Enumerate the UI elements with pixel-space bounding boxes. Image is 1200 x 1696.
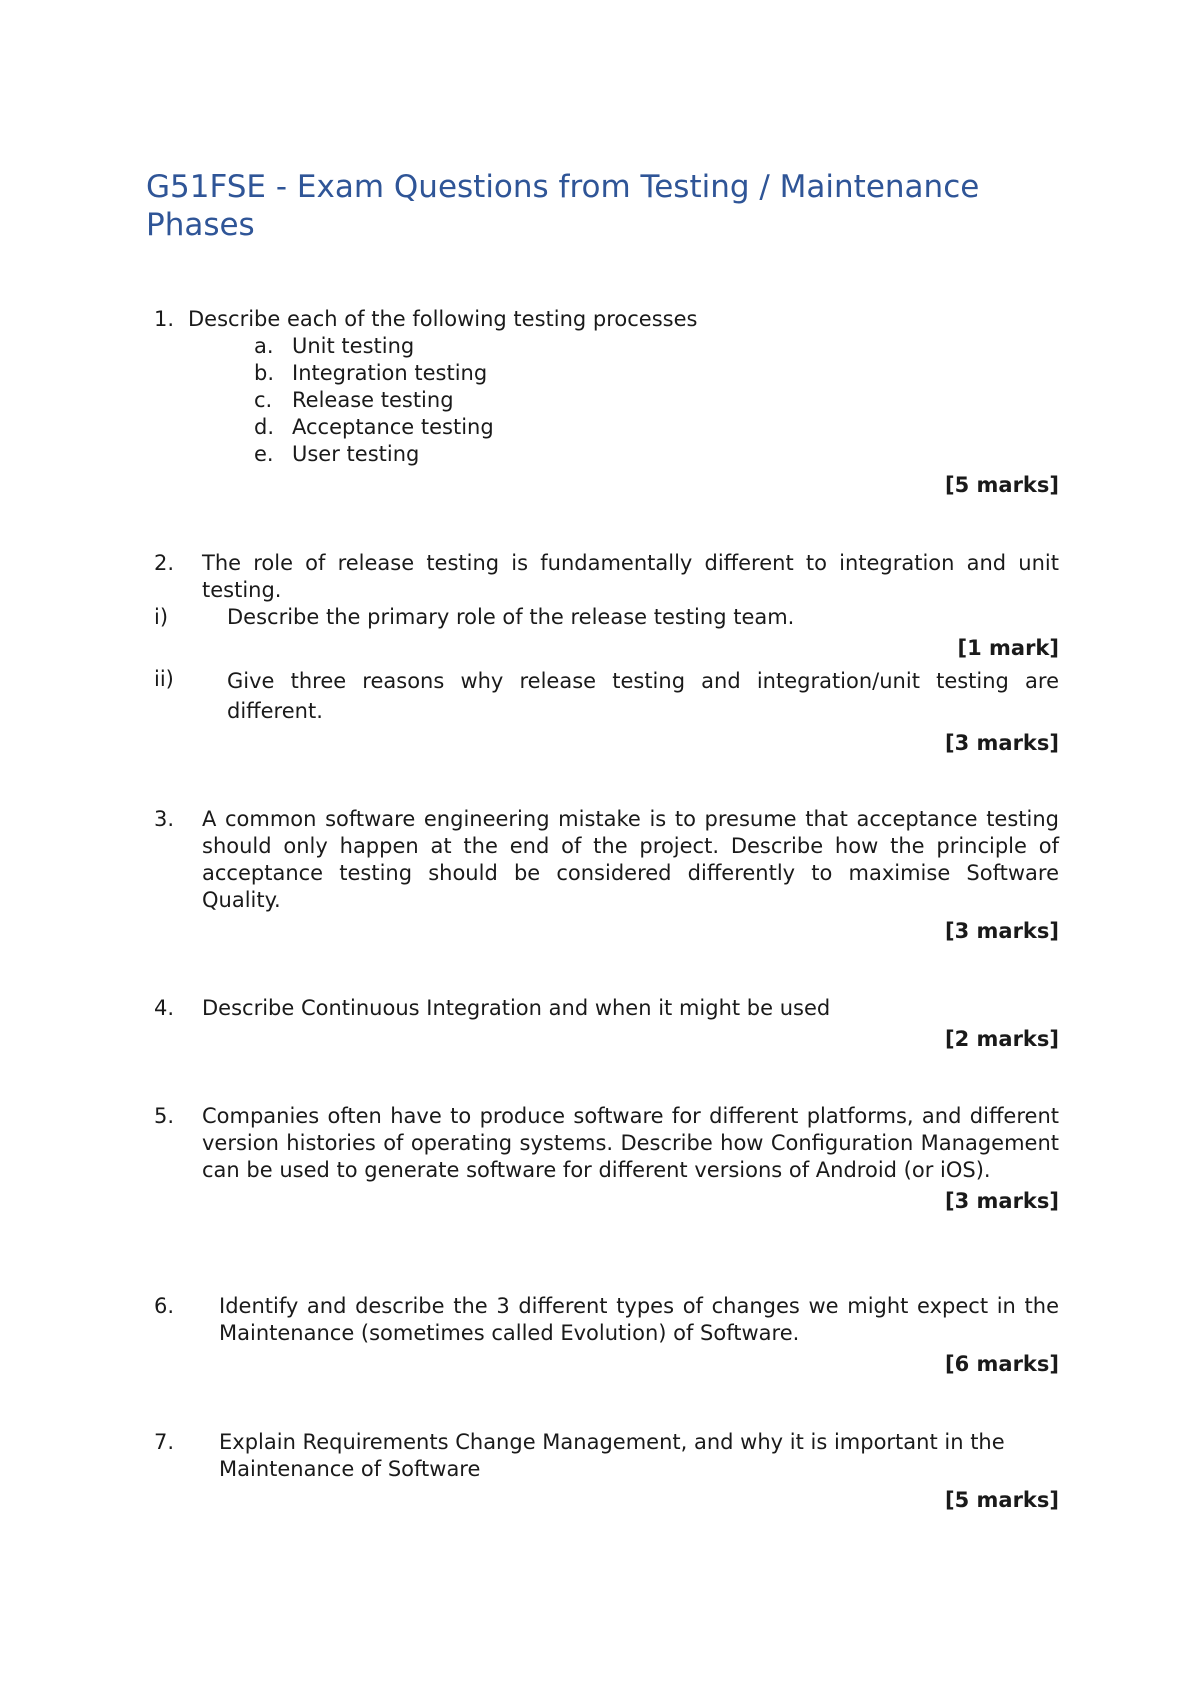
question-part-i [154, 604, 1059, 662]
sub-item-list [154, 333, 1059, 468]
question-6 [154, 1293, 1059, 1378]
marks-label: [5 marks] [945, 473, 1059, 497]
question-number: 4. [154, 996, 175, 1020]
question-text: Companies often have to produce software for different platforms, and different version histories of operating systems. Describe how Configuration Management can be used to generate software for different versions of Android (or iOS). [202, 1104, 1059, 1182]
question-3 [154, 806, 1059, 945]
question-text: Identify and describe the 3 different types of changes we might expect in the Maintenance (sometimes called Evolution) of Software. [219, 1294, 1059, 1345]
part-label: ii) [154, 667, 174, 691]
question-part-ii [154, 666, 1059, 757]
question-text: Describe Continuous Integration and when it might be used [202, 996, 831, 1020]
list-item-text: User testing [292, 442, 420, 466]
list-item-label: c. [254, 388, 273, 412]
question-number: 6. [154, 1294, 175, 1318]
question-number: 2. [154, 551, 175, 575]
list-item [154, 414, 1059, 441]
question-text: Describe each of the following testing processes [188, 307, 698, 331]
list-item-text: Acceptance testing [292, 415, 494, 439]
question-number: 7. [154, 1430, 175, 1454]
marks-label: [3 marks] [945, 1189, 1059, 1213]
question-7 [154, 1429, 1059, 1514]
list-item [154, 333, 1059, 360]
question-number: 3. [154, 807, 175, 831]
list-item [154, 441, 1059, 468]
list-item-label: e. [254, 442, 274, 466]
marks-label: [6 marks] [945, 1352, 1059, 1376]
list-item-label: b. [254, 361, 275, 385]
marks-label: [5 marks] [945, 1488, 1059, 1512]
list-item [154, 360, 1059, 387]
list-item-text: Integration testing [292, 361, 488, 385]
list-item-text: Unit testing [292, 334, 415, 358]
question-1 [154, 306, 1059, 499]
list-item-label: d. [254, 415, 275, 439]
marks-label: [2 marks] [945, 1027, 1059, 1051]
marks-label: [3 marks] [945, 731, 1059, 755]
question-text: A common software engineering mistake is to presume that acceptance testing should only happen at the end of the project. Describe how the principle of acceptance testing should be considered differently to maximise Software Quality. [202, 807, 1059, 912]
list-item-label: a. [254, 334, 274, 358]
list-item [154, 387, 1059, 414]
part-label: i) [154, 605, 169, 629]
marks-label: [1 mark] [957, 636, 1059, 660]
part-text: Give three reasons why release testing and integration/unit testing are different. [227, 669, 1059, 723]
question-4 [154, 995, 1059, 1053]
question-2 [154, 550, 1059, 757]
part-text: Describe the primary role of the release testing team. [227, 605, 795, 629]
question-number: 5. [154, 1104, 175, 1128]
question-text: Explain Requirements Change Management, and why it is important in the Maintenance of Software [219, 1430, 1005, 1481]
question-number: 1. [154, 307, 175, 331]
question-5 [154, 1103, 1059, 1215]
question-text: The role of release testing is fundamentally different to integration and unit testing. [202, 551, 1059, 602]
marks-label: [3 marks] [945, 919, 1059, 943]
list-item-text: Release testing [292, 388, 454, 412]
page-title: G51FSE - Exam Questions from Testing / Maintenance Phases [146, 169, 980, 243]
